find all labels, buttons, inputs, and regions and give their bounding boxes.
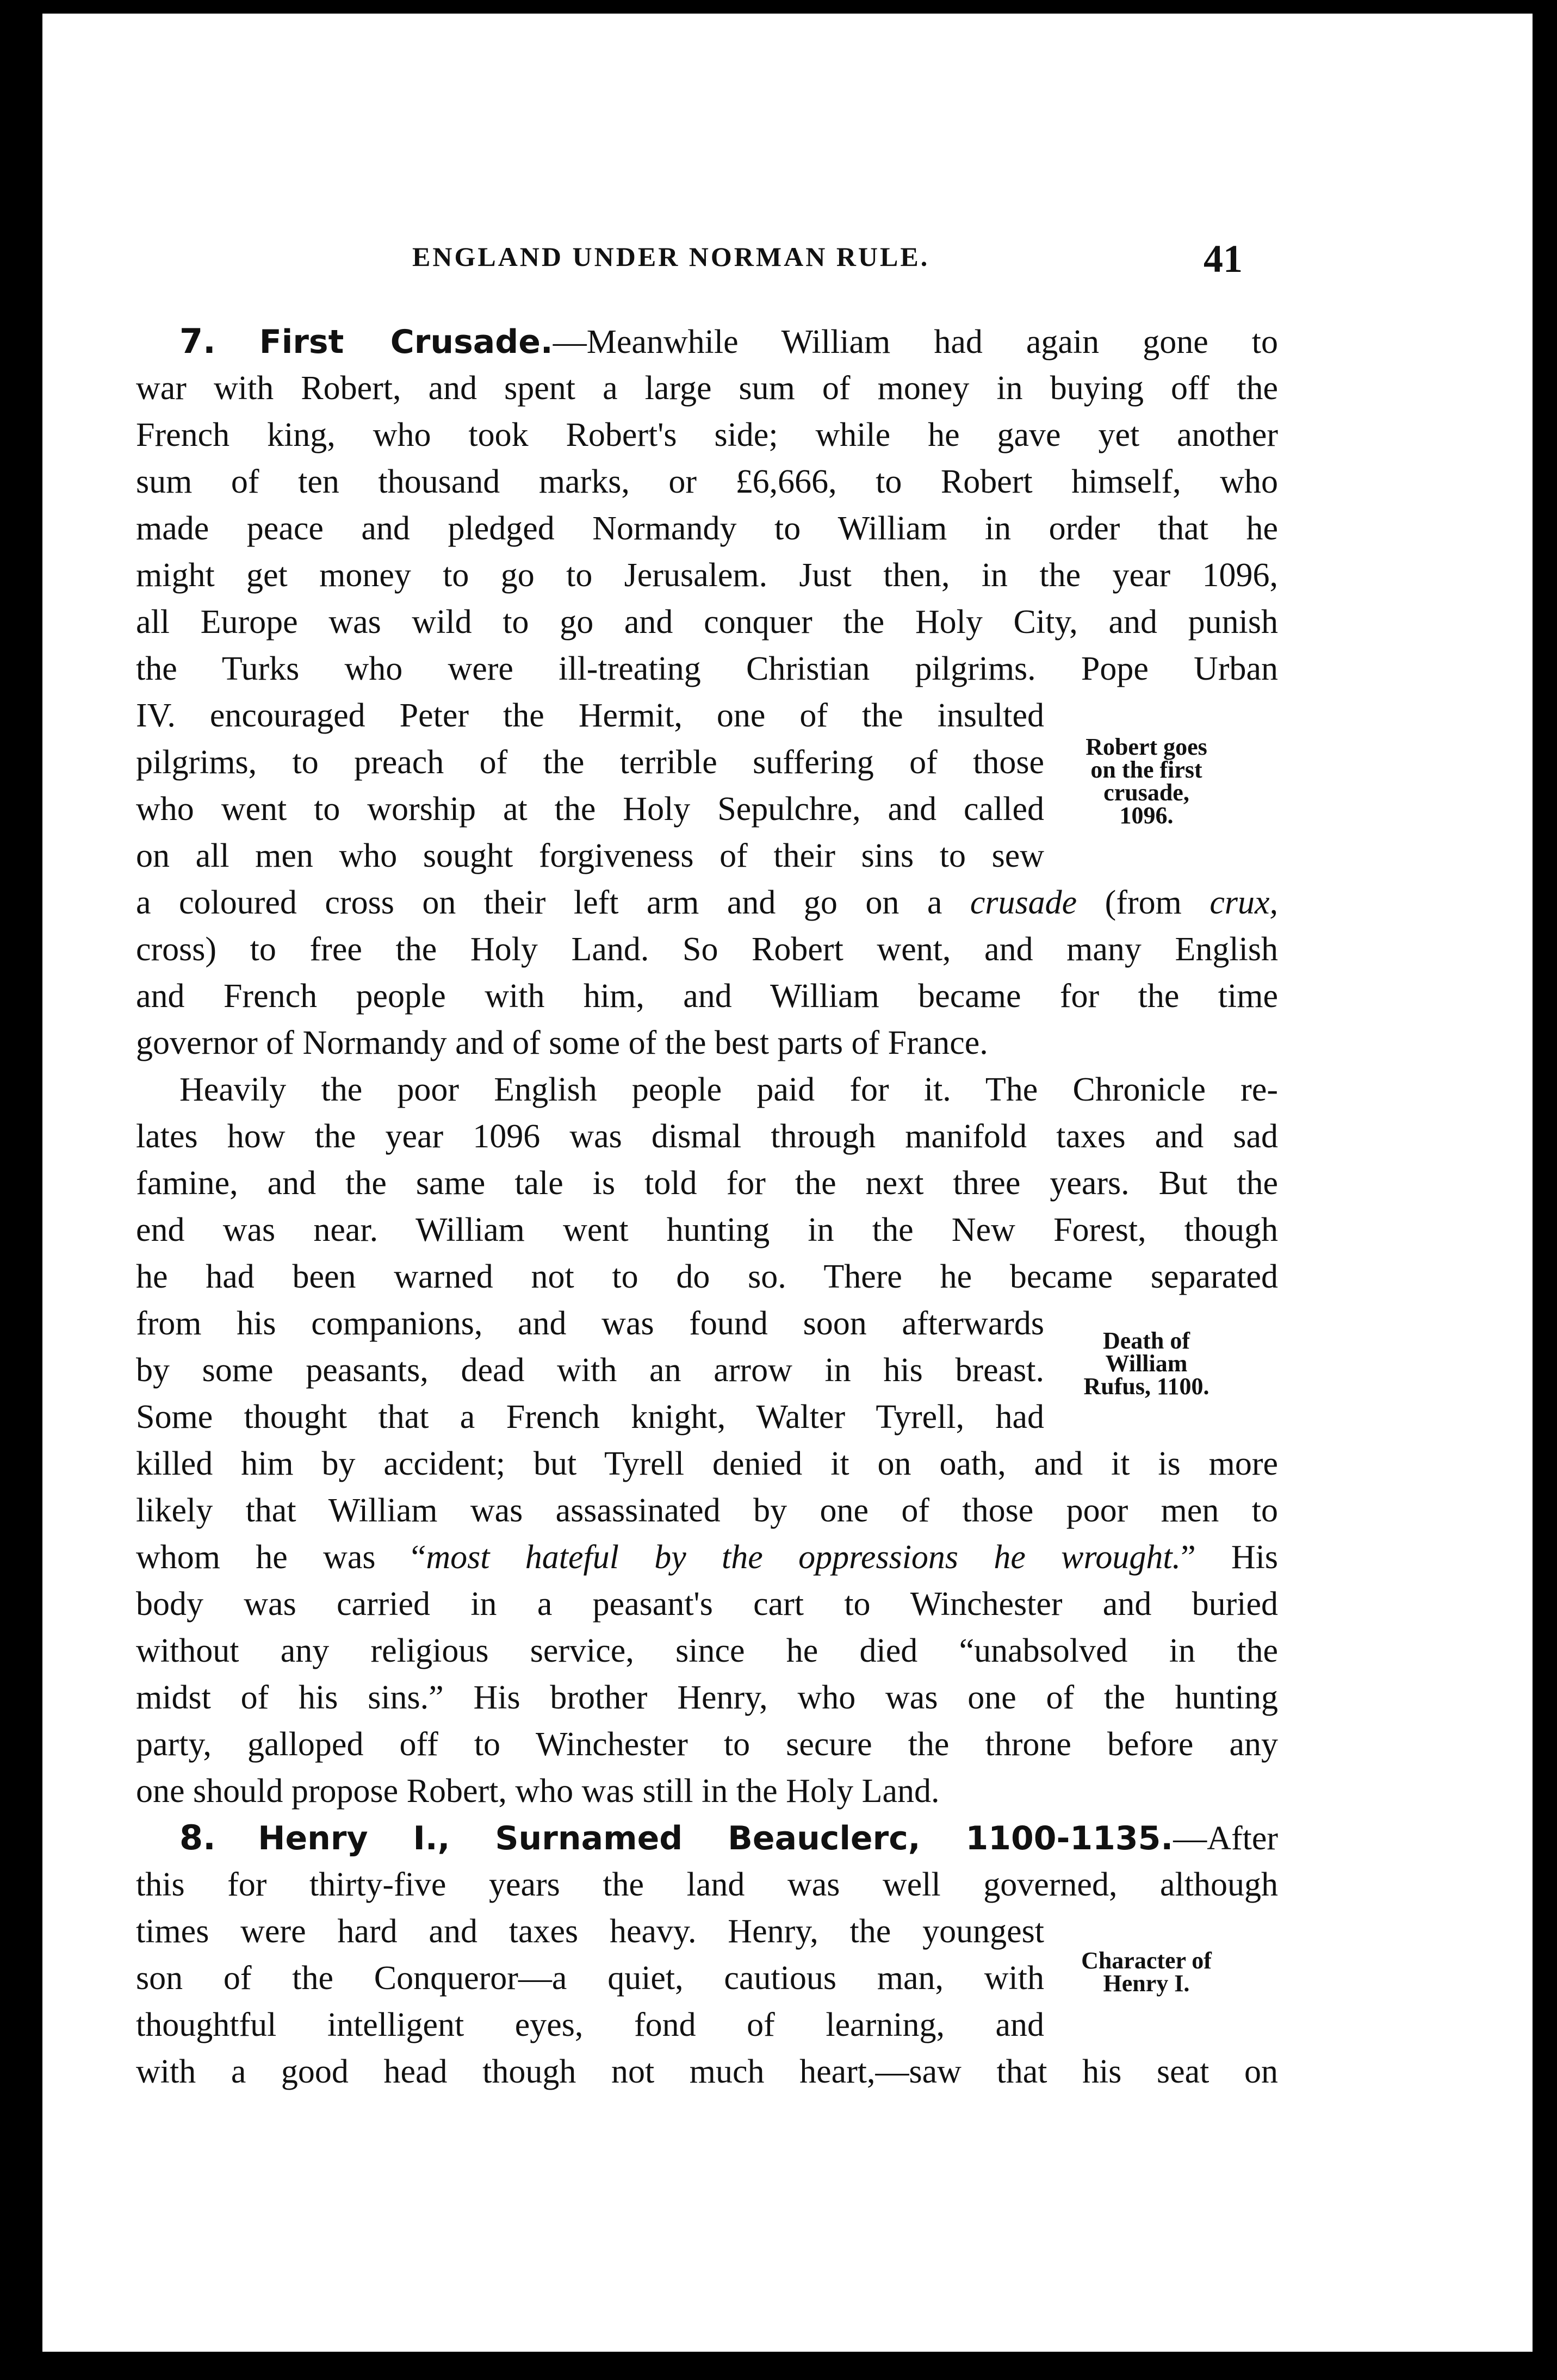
section-7-number: 7. <box>179 321 216 361</box>
text-line: killed him by accident; but Tyrell denied it on oath, and it is more <box>136 1445 1278 1482</box>
text-span: (from <box>1077 884 1210 921</box>
running-title: ENGLAND UNDER NORMAN RULE. <box>412 241 930 272</box>
text-line: —Meanwhile William had again gone to <box>553 324 1278 361</box>
text-line: by some peasants, dead with an arrow in his breast. <box>136 1352 1044 1389</box>
text-line: one should propose Robert, who was still in the Holy Land. <box>136 1773 940 1810</box>
text-line: lates how the year 1096 was dismal through manifold taxes and sad <box>136 1118 1278 1155</box>
text-line: body was carried in a peasant's cart to Winchester and buried <box>136 1586 1278 1623</box>
text-line-quote <box>136 1534 1278 1581</box>
text-line: French king, who took Robert's side; while he gave yet another <box>136 417 1278 453</box>
sidenote-line: Henry I. <box>1103 1970 1190 1997</box>
text-line: might get money to go to Jerusalem. Just then, in the year 1096, <box>136 557 1278 594</box>
page-number: 41 <box>1204 237 1243 281</box>
text-line: cross) to free the Holy Land. So Robert went, and many English <box>136 931 1278 968</box>
text-line: thoughtful intelligent eyes, fond of learning, and <box>136 2006 1044 2043</box>
section-8-number: 8. <box>179 1818 216 1857</box>
sidenote-line: William <box>1105 1350 1188 1377</box>
text-line: midst of his sins.” His brother Henry, who was one of the hunting <box>136 1679 1278 1716</box>
section-8-title: Henry I., Surnamed Beauclerc, 1100-1135. <box>258 1819 1174 1857</box>
text-line: governor of Normandy and of some of the best parts of France. <box>136 1024 988 1061</box>
sidenote-line: Character of <box>1081 1947 1212 1974</box>
italic-quote: most hateful by the oppressions he wrought. <box>426 1539 1181 1576</box>
text-line: war with Robert, and spent a large sum of money in buying off the <box>136 370 1278 407</box>
text-span: ” His <box>1181 1539 1278 1576</box>
text-line: famine, and the same tale is told for the next three years. But the <box>136 1165 1278 1202</box>
text-line: on all men who sought forgiveness of their sins to sew <box>136 837 1044 874</box>
body-text <box>136 318 1278 2095</box>
sidenote-line: on the first <box>1090 756 1202 783</box>
section-8-heading-line <box>136 1814 1278 1861</box>
sidenote-death <box>1054 1329 1239 1398</box>
text-line: son of the Conqueror—a quiet, cautious man, with <box>136 1960 1044 1997</box>
text-line: with a good head though not much heart,—saw that his seat on <box>136 2053 1278 2090</box>
text-line: IV. encouraged Peter the Hermit, one of the insulted <box>136 697 1044 734</box>
section-7-title: First Crusade. <box>259 323 553 361</box>
book-page <box>42 14 1533 2352</box>
text-span: a coloured cross on their left arm and go on a <box>136 884 970 921</box>
text-line: Heavily the poor English people paid for it. The Chronicle re- <box>179 1071 1278 1108</box>
sidenote-line: 1096. <box>1119 802 1174 829</box>
text-line: who went to worship at the Holy Sepulchre, and called <box>136 791 1044 828</box>
section-7-heading-line <box>136 318 1278 365</box>
text-line: without any religious service, since he died “unabsolved in the <box>136 1632 1278 1669</box>
text-line: sum of ten thousand marks, or £6,666, to Robert himself, who <box>136 463 1278 500</box>
text-line: pilgrims, to preach of the terrible suffering of those <box>136 744 1044 781</box>
text-line-crusade <box>136 879 1278 926</box>
text-line: Some thought that a French knight, Walter Tyrell, had <box>136 1399 1044 1436</box>
text-line: party, galloped off to Winchester to secure the throne before any <box>136 1726 1278 1763</box>
sidenote-henry <box>1054 1949 1239 1995</box>
sidenote-crusade <box>1054 736 1239 827</box>
italic-term-crux: crux, <box>1209 884 1278 921</box>
text-line: made peace and pledged Normandy to William in order that he <box>136 510 1278 547</box>
sidenote-line: Robert goes <box>1085 734 1207 760</box>
text-line: —After <box>1173 1820 1278 1857</box>
text-span: whom he was “ <box>136 1539 426 1576</box>
text-line: from his companions, and was found soon afterwards <box>136 1305 1044 1342</box>
text-line: times were hard and taxes heavy. Henry, the youngest <box>136 1913 1044 1950</box>
text-line: he had been warned not to do so. There he became separated <box>136 1258 1278 1295</box>
text-line: end was near. William went hunting in the New Forest, though <box>136 1211 1278 1248</box>
sidenote-line: Death of <box>1102 1327 1190 1354</box>
italic-term-crusade: crusade <box>970 884 1077 921</box>
text-line: this for thirty-five years the land was well governed, although <box>136 1866 1278 1903</box>
text-line: the Turks who were ill-treating Christian pilgrims. Pope Urban <box>136 650 1278 687</box>
text-line: and French people with him, and William became for the time <box>136 978 1278 1015</box>
sidenote-line: crusade, <box>1103 779 1189 806</box>
text-line: all Europe was wild to go and conquer the Holy City, and punish <box>136 604 1278 641</box>
text-line: likely that William was assassinated by one of those poor men to <box>136 1492 1278 1529</box>
sidenote-line: Rufus, 1100. <box>1083 1373 1209 1400</box>
